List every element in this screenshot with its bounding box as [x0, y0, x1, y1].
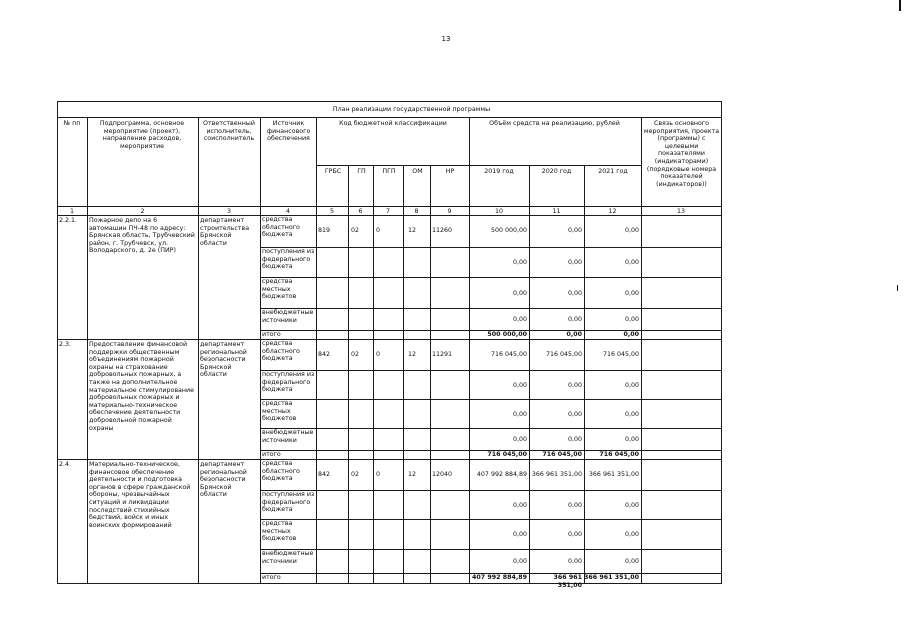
header-year-2021: 2021 год — [598, 168, 628, 175]
value-2020: 0,00 — [566, 331, 582, 338]
funding-source: средства областного бюджета — [262, 216, 300, 239]
table-rule — [57, 117, 721, 118]
column-number-7: 7 — [385, 208, 390, 215]
table-rule — [316, 165, 641, 166]
code-pgp: 0 — [376, 351, 381, 358]
section-responsible: департамент строительства Брянской области — [200, 217, 250, 247]
value-2020: 366 961 351,00 — [553, 574, 582, 589]
value-2021: 0,00 — [624, 316, 639, 323]
value-2019: 0,00 — [512, 316, 527, 323]
table-rule — [260, 370, 721, 371]
value-2019: 716 045,00 — [487, 451, 527, 458]
section-name: Материально-техническое, финансовое обеспечение деятельности и подготовка органов в сфере гражданской обороны, чрезвычайных ситуаций и ликвидации последствий стихийных бедствий, войск и иных воинских формирований — [89, 461, 191, 529]
scan-edge-mark — [899, 0, 901, 11]
header-responsible: Ответственный исполнитель, соисполнитель — [203, 120, 255, 143]
header-volume: Объём средств на реализацию, рублей — [489, 120, 620, 127]
value-2019: 407 992 884,89 — [472, 574, 527, 581]
table-rule — [373, 165, 374, 583]
table-rule — [430, 165, 431, 583]
value-2021: 0,00 — [624, 436, 639, 443]
code-grbs: 842 — [318, 471, 331, 478]
header-source: Источник финансового обеспечения — [266, 120, 311, 143]
value-2021: 716 045,00 — [599, 451, 639, 458]
table-rule — [260, 399, 721, 400]
column-number-11: 11 — [552, 208, 561, 215]
column-number-6: 6 — [358, 208, 363, 215]
column-number-2: 2 — [140, 208, 145, 215]
funding-source: внебюджетные источники — [262, 550, 314, 565]
code-nr: 11260 — [432, 227, 453, 234]
code-om: 12 — [408, 351, 417, 358]
column-number-12: 12 — [608, 208, 617, 215]
header-year-2020: 2020 год — [541, 168, 572, 175]
value-2020: 716 045,00 — [542, 451, 582, 458]
value-2019: 0,00 — [512, 411, 527, 418]
header-subprogram: Подпрограмма, основное мероприятие (проект), направление расходов, мероприятие — [99, 120, 185, 150]
value-2021: 0,00 — [624, 259, 639, 266]
value-2021: 0,00 — [624, 502, 639, 509]
code-gp: 02 — [351, 227, 360, 234]
table-rule — [57, 339, 721, 340]
column-number-10: 10 — [494, 208, 503, 215]
table-rule — [469, 117, 470, 583]
section-name: Предоставление финансовой поддержки общественным объединениям пожарной охраны на страхование добровольных пожарных, а также на дополнительное материальное стимулирование добровольных пожарных и материально-техническое обеспечение деятельности добровольной пожарной охраны — [89, 341, 194, 432]
funding-source: внебюджетные источники — [262, 309, 314, 324]
value-2019: 716 045,00 — [490, 351, 527, 358]
value-2019: 0,00 — [512, 436, 527, 443]
value-2020: 0,00 — [567, 259, 582, 266]
header-year-2019: 2019 год — [484, 168, 514, 175]
header-num: № пп — [63, 120, 81, 127]
total-label: итого — [262, 451, 281, 458]
column-number-9: 9 — [447, 208, 452, 215]
funding-source: средства областного бюджета — [262, 340, 300, 363]
value-2021: 366 961 351,00 — [584, 574, 639, 581]
column-number-3: 3 — [226, 208, 231, 215]
table-rule — [87, 117, 88, 583]
value-2021: 0,00 — [624, 290, 639, 297]
table-rule — [403, 165, 404, 583]
value-2019: 0,00 — [512, 531, 527, 538]
value-2020: 0,00 — [567, 290, 582, 297]
code-pgp: 0 — [376, 227, 381, 234]
section-number: 2.4. — [59, 461, 72, 468]
table-rule — [57, 583, 721, 584]
column-number-5: 5 — [329, 208, 334, 215]
value-2019: 0,00 — [512, 382, 527, 389]
header-link: Связь основного мероприятия, проекта (программы) с целевыми показателями (индикаторами) (порядковые номера показателей (индикаторов)) — [643, 120, 720, 188]
header-grbs: ГРБС — [324, 168, 342, 175]
value-2020: 716 045,00 — [545, 351, 582, 358]
column-number-4: 4 — [285, 208, 290, 215]
value-2021: 0,00 — [623, 331, 639, 338]
section-number: 2.2.1. — [59, 217, 78, 224]
header-gp: ГП — [357, 168, 366, 175]
value-2019: 0,00 — [512, 290, 527, 297]
funding-source: средства местных бюджетов — [262, 278, 297, 301]
scan-edge-mark — [897, 285, 898, 291]
section-responsible: департамент региональной безопасности Брянской области — [200, 461, 247, 499]
table-rule — [57, 459, 721, 460]
code-grbs: 819 — [318, 227, 331, 234]
table-border-right — [721, 101, 722, 584]
header-pgp: ПГП — [382, 168, 396, 175]
value-2020: 366 961 351,00 — [531, 471, 582, 478]
funding-source: поступления из федерального бюджета — [262, 371, 315, 394]
table-rule — [198, 117, 199, 583]
table-rule — [260, 247, 721, 248]
funding-source: средства областного бюджета — [262, 460, 300, 483]
section-responsible: департамент региональной безопасности Брянской области — [200, 341, 247, 379]
column-number-1: 1 — [69, 208, 74, 215]
funding-source: поступления из федерального бюджета — [262, 248, 315, 271]
total-label: итого — [262, 574, 281, 581]
table-rule — [260, 549, 721, 550]
value-2021: 0,00 — [624, 558, 639, 565]
value-2020: 0,00 — [567, 316, 582, 323]
value-2020: 0,00 — [567, 411, 582, 418]
section-number: 2.3. — [59, 341, 72, 348]
value-2020: 0,00 — [567, 436, 582, 443]
code-nr: 11291 — [432, 351, 453, 358]
table-rule — [260, 428, 721, 429]
value-2021: 0,00 — [624, 382, 639, 389]
table-rule — [260, 308, 721, 309]
table-rule — [260, 117, 261, 583]
value-2021: 0,00 — [624, 531, 639, 538]
total-label: итого — [262, 331, 281, 338]
code-grbs: 842 — [318, 351, 331, 358]
code-om: 12 — [408, 471, 417, 478]
funding-source: внебюджетные источники — [262, 429, 314, 444]
code-pgp: 0 — [376, 471, 381, 478]
table-border-top — [57, 101, 722, 102]
value-2020: 0,00 — [567, 382, 582, 389]
value-2021: 716 045,00 — [602, 351, 639, 358]
header-om: ОМ — [412, 168, 423, 175]
table-rule — [57, 206, 721, 207]
funding-source: средства местных бюджетов — [262, 400, 297, 423]
value-2020: 0,00 — [567, 227, 582, 234]
value-2019: 0,00 — [512, 502, 527, 509]
table-rule — [260, 490, 721, 491]
table-rule — [260, 277, 721, 278]
value-2019: 0,00 — [512, 558, 527, 565]
table-rule — [260, 519, 721, 520]
section-name: Пожарное депо на 6 автомашин ПЧ-48 по адресу: Брянская область, Трубчевский район, г. Трубчевск, ул. Володарского, д. 2е (ПИР) — [89, 217, 195, 255]
value-2020: 0,00 — [567, 531, 582, 538]
value-2020: 0,00 — [567, 502, 582, 509]
value-2021: 0,00 — [624, 227, 639, 234]
table-border-left — [57, 101, 58, 584]
header-nr: НР — [445, 168, 455, 175]
code-gp: 02 — [351, 471, 360, 478]
code-om: 12 — [408, 227, 417, 234]
table-title: План реализации государственной программы — [332, 106, 491, 113]
funding-source: поступления из федерального бюджета — [262, 491, 315, 514]
value-2019: 407 992 884,89 — [476, 471, 527, 478]
value-2020: 0,00 — [567, 558, 582, 565]
table-rule — [348, 165, 349, 583]
code-gp: 02 — [351, 351, 360, 358]
code-nr: 12040 — [432, 471, 453, 478]
column-number-13: 13 — [676, 208, 685, 215]
value-2019: 0,00 — [512, 259, 527, 266]
header-budget-code: Код бюджетной классификации — [339, 120, 447, 127]
column-number-8: 8 — [414, 208, 419, 215]
funding-source: средства местных бюджетов — [262, 520, 297, 543]
value-2019: 500 000,00 — [490, 227, 527, 234]
page-number: 13 — [441, 35, 451, 43]
value-2019: 500 000,00 — [487, 331, 527, 338]
value-2021: 0,00 — [624, 411, 639, 418]
value-2021: 366 961 351,00 — [588, 471, 639, 478]
